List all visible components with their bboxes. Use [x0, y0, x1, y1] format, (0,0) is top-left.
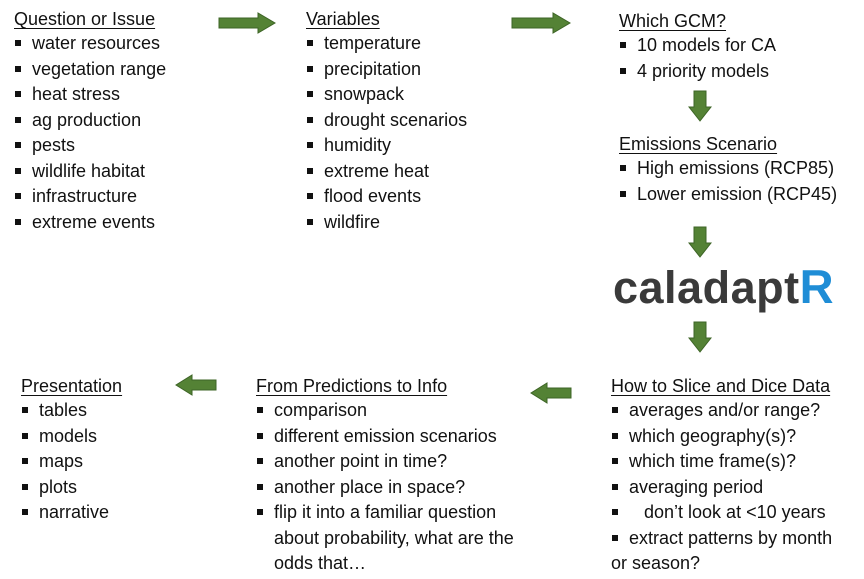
list-item: different emission scenarios — [256, 424, 514, 450]
question-title: Question or Issue — [14, 9, 156, 29]
arrow-left-icon — [175, 374, 217, 396]
arrow-down-icon — [688, 321, 712, 353]
gcm-title: Which GCM? — [619, 11, 727, 31]
list-item: temperature — [306, 31, 467, 57]
list-item: another point in time? — [256, 449, 514, 475]
list-item — [256, 500, 514, 577]
predictions-block — [256, 374, 514, 577]
logo-main-text: caladapt — [613, 262, 800, 313]
list-item: extreme heat — [306, 159, 467, 185]
list-item: don’t look at <10 years — [611, 500, 832, 526]
gcm-list — [619, 33, 776, 84]
logo-accent-text: R — [799, 260, 835, 313]
predictions-list — [256, 398, 514, 577]
list-item: infrastructure — [14, 184, 166, 210]
slice-list — [611, 398, 832, 577]
arrow-left-icon — [530, 382, 572, 404]
list-item: comparison — [256, 398, 514, 424]
list-item: wildlife habitat — [14, 159, 166, 185]
list-item — [611, 526, 832, 577]
list-item-line: or season? — [611, 553, 701, 573]
list-item-line: flip it into a familiar question — [274, 502, 497, 522]
list-item: 10 models for CA — [619, 33, 776, 59]
list-item: narrative — [21, 500, 122, 526]
list-item-line: extract patterns by month — [629, 527, 833, 548]
list-item: tables — [21, 398, 122, 424]
list-item: ag production — [14, 108, 166, 134]
emissions-title: Emissions Scenario — [619, 134, 778, 154]
list-item: precipitation — [306, 57, 467, 83]
list-item: snowpack — [306, 82, 467, 108]
list-item: flood events — [306, 184, 467, 210]
emissions-block — [619, 132, 837, 207]
list-item: Lower emission (RCP45) — [619, 182, 837, 208]
emissions-list — [619, 156, 837, 207]
list-item: extreme events — [14, 210, 166, 236]
presentation-list — [21, 398, 122, 526]
list-item: vegetation range — [14, 57, 166, 83]
arrow-down-icon — [688, 90, 712, 122]
list-item: models — [21, 424, 122, 450]
arrow-right-icon — [218, 12, 276, 34]
presentation-title: Presentation — [21, 376, 123, 396]
list-item: which time frame(s)? — [611, 449, 832, 475]
list-item: plots — [21, 475, 122, 501]
variables-block — [306, 7, 467, 235]
list-item: 4 priority models — [619, 59, 776, 85]
list-item: pests — [14, 133, 166, 159]
list-item: another place in space? — [256, 475, 514, 501]
list-item-line: odds that… — [274, 553, 367, 573]
question-block — [14, 7, 166, 235]
list-item: heat stress — [14, 82, 166, 108]
variables-list — [306, 31, 467, 235]
caladaptr-logo — [613, 262, 834, 313]
list-item: drought scenarios — [306, 108, 467, 134]
slice-block — [611, 374, 832, 577]
arrow-down-icon — [688, 226, 712, 258]
list-item-line: about probability, what are the — [274, 527, 514, 548]
list-item: averages and/or range? — [611, 398, 832, 424]
arrow-right-icon — [511, 12, 571, 34]
list-item: water resources — [14, 31, 166, 57]
list-item: wildfire — [306, 210, 467, 236]
list-item: maps — [21, 449, 122, 475]
presentation-block — [21, 374, 122, 526]
predictions-title: From Predictions to Info — [256, 376, 448, 396]
variables-title: Variables — [306, 9, 380, 29]
list-item: High emissions (RCP85) — [619, 156, 837, 182]
list-item: which geography(s)? — [611, 424, 832, 450]
slice-title: How to Slice and Dice Data — [611, 376, 831, 396]
list-item: humidity — [306, 133, 467, 159]
gcm-block — [619, 9, 776, 84]
question-list — [14, 31, 166, 235]
list-item: averaging period — [611, 475, 832, 501]
